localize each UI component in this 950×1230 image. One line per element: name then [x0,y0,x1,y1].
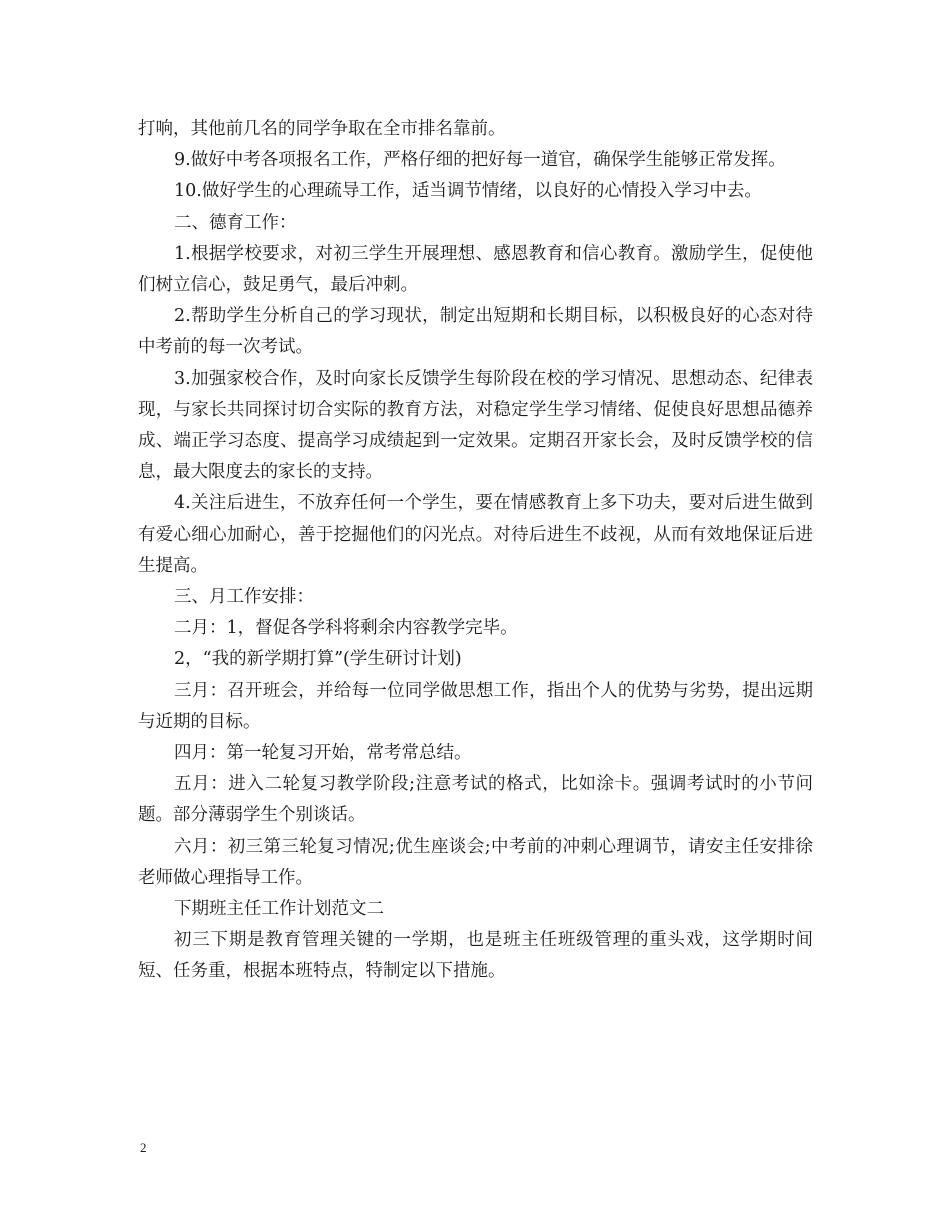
paragraph-item-9: 9.做好中考各项报名工作，严格仔细的把好每一道官，确保学生能够正常发挥。 [174,150,786,171]
document-body [138,114,813,988]
paragraph-moral-2: 2.帮助学生分析自己的学习现状，制定出短期和长期目标，以积极良好的心态对待中考前的每一次考试。 [138,306,813,358]
paragraph-moral-3: 3.加强家校合作，及时向家长反馈学生每阶段在校的学习情况、思想动态、纪律表现，与家长共同探讨切合实际的教育方法，对稳定学生学习情绪、促使良好思想品德养成、端正学习态度、提高学习成绩起到一定效果。定期召开家长会，及时反馈学校的信息，最大限度去的家长的支持。 [138,368,813,483]
page-number: 2 [140,1140,147,1155]
paragraph-sample-two-intro: 初三下期是教育管理关键的一学期，也是班主任班级管理的重头戏，这学期时间短、任务重，根据本班特点，特制定以下措施。 [138,930,813,982]
paragraph-may: 五月：进入二轮复习教学阶段;注意考试的格式，比如涂卡。强调考试时的小节问题。部分薄弱学生个别谈话。 [138,774,813,826]
paragraph-march: 三月：召开班会，并给每一位同学做思想工作，指出个人的优势与劣势，提出远期与近期的目标。 [138,680,813,732]
paragraph-june: 六月：初三第三轮复习情况;优生座谈会;中考前的冲刺心理调节，请安主任安排徐老师做心理指导工作。 [138,836,813,888]
section-heading-sample-two: 下期班主任工作计划范文二 [174,899,384,920]
paragraph-item-10: 10.做好学生的心理疏导工作，适当调节情绪，以良好的心情投入学习中去。 [174,181,762,202]
paragraph-april: 四月：第一轮复习开始，常考常总结。 [174,743,472,764]
paragraph-february-1: 二月：1，督促各学科将剩余内容教学完毕。 [174,618,518,639]
paragraph-continuation: 打响，其他前几名的同学争取在全市排名靠前。 [138,119,506,139]
paragraph-february-2: 2，“我的新学期打算”(学生研讨计划) [174,649,462,670]
paragraph-moral-4: 4.关注后进生，不放弃任何一个学生，要在情感教育上多下功夫，要对后进生做到有爱心细心加耐心，善于挖掘他们的闪光点。对待后进生不歧视，从而有效地保证后进生提高。 [138,493,813,576]
section-heading-moral-education: 二、德育工作： [174,212,297,233]
paragraph-moral-1: 1.根据学校要求，对初三学生开展理想、感恩教育和信心教育。激励学生，促使他们树立信心，鼓足勇气，最后冲刺。 [138,243,813,296]
section-heading-monthly-schedule: 三、月工作安排： [174,587,314,608]
